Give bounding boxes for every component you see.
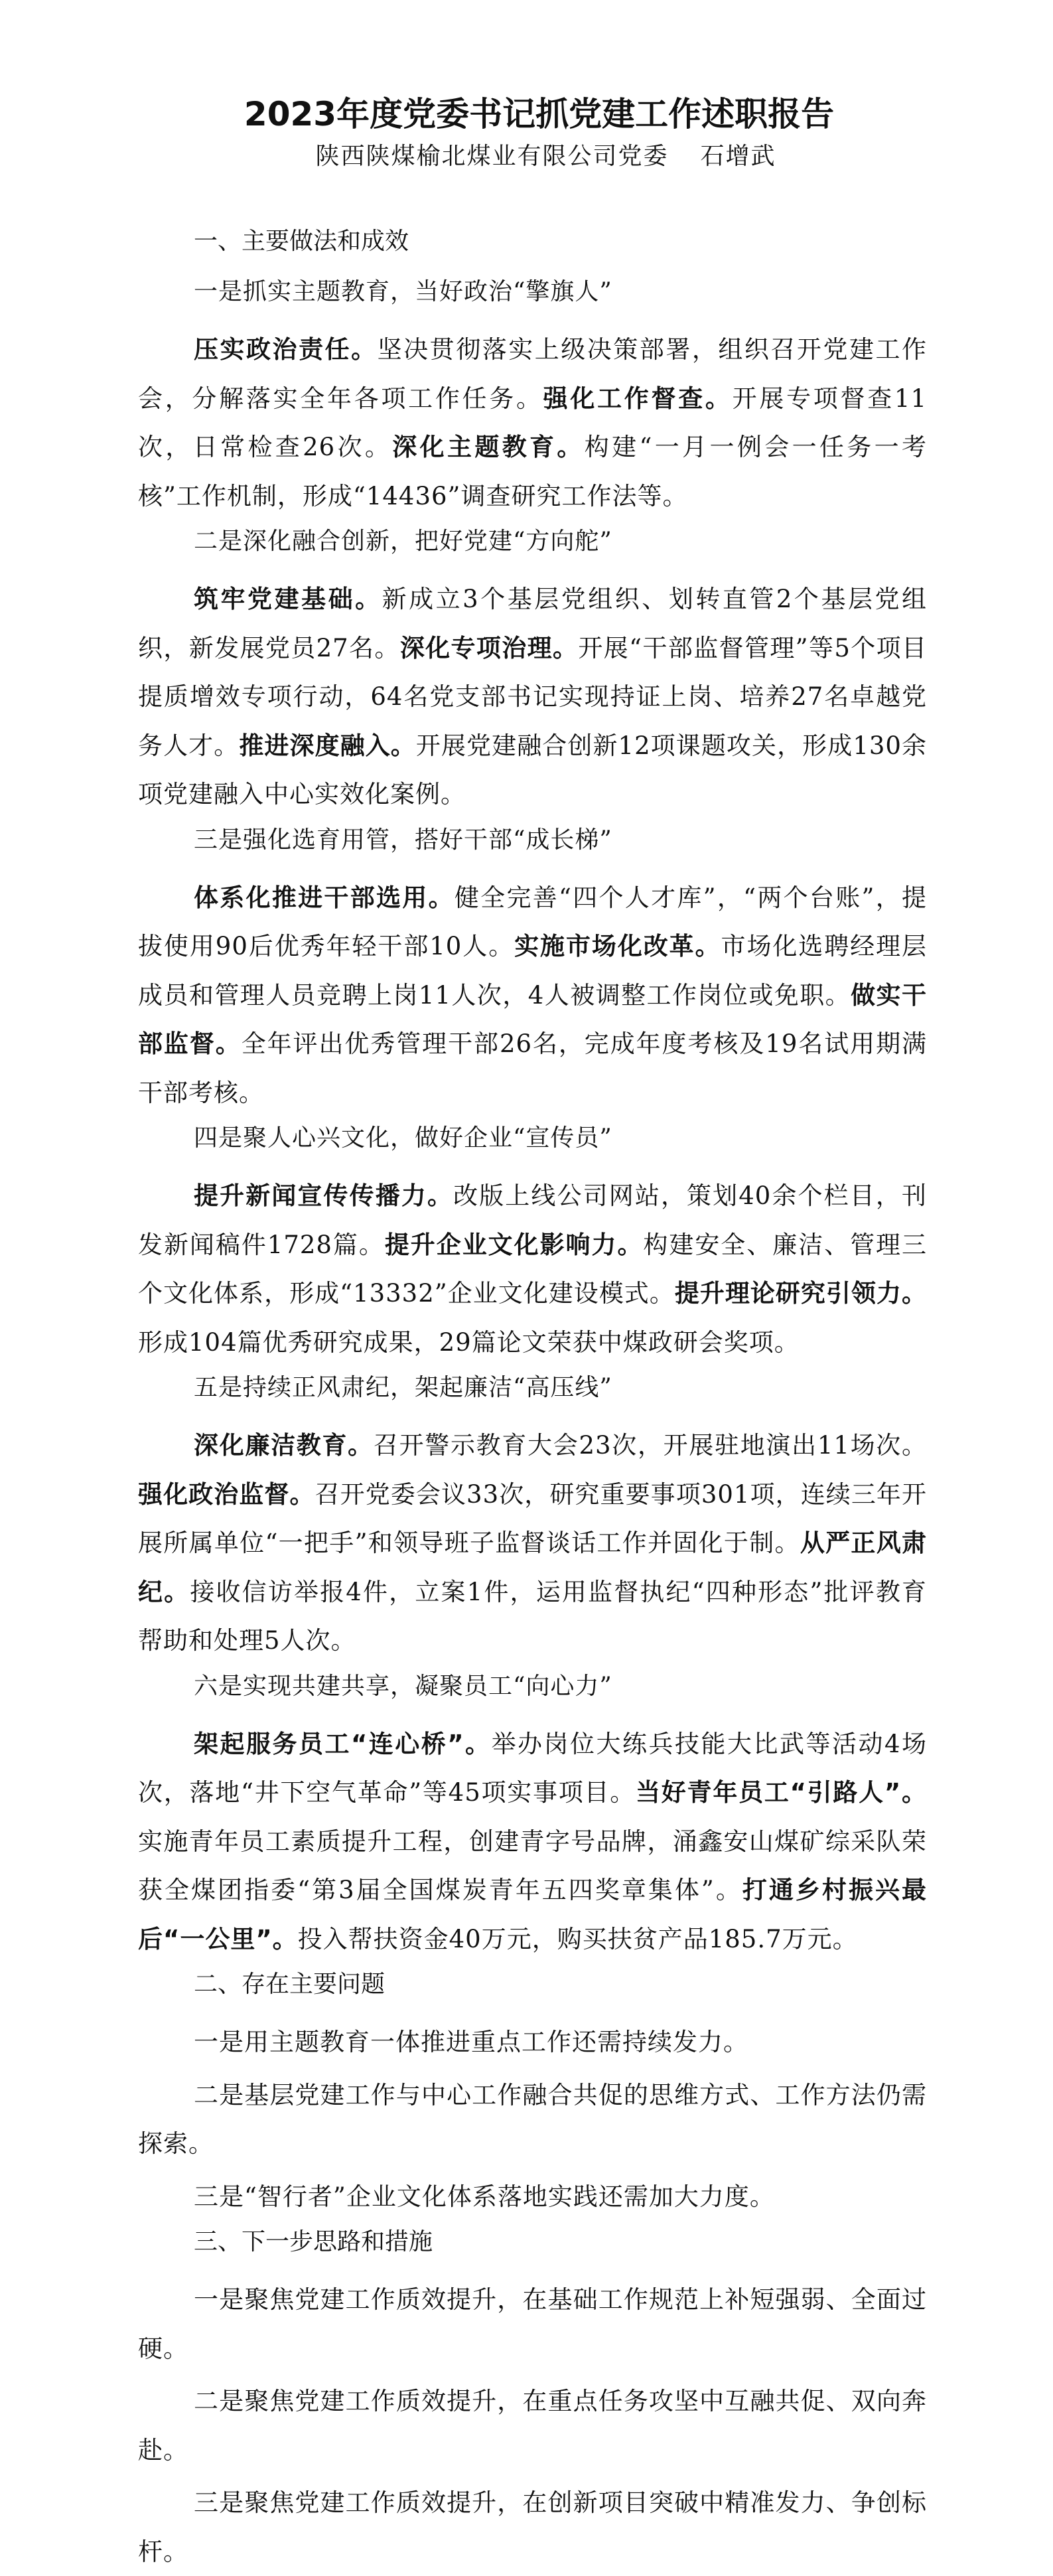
lead-phrase: 深化主题教育。 <box>392 433 585 461</box>
paragraph-1-2 <box>138 575 927 819</box>
body-text: 投入帮扶资金40万元，购买扶贫产品185.7万元。 <box>297 1924 858 1953</box>
section-heading-3: 三、下一步思路和措施 <box>194 2228 433 2255</box>
measure-item-3: 三是聚焦党建工作质效提升，在创新项目突破中精准发力、争创标杆。 <box>138 2488 927 2566</box>
body-text: 举办岗位大练兵技能大比武等活动4场次，落地“井下空气革命”等45项实事项目。 <box>138 1729 927 1807</box>
lead-phrase: 提升理论研究引领力。 <box>674 1279 927 1308</box>
lead-phrase: 提升新闻宣传传播力。 <box>194 1181 454 1210</box>
body-text: 开展“干部监督管理”等5个项目提质增效专项行动，64名党支部书记实现持证上岗、培养27名卓越党务人才。 <box>138 633 928 760</box>
author-line <box>138 138 927 175</box>
problem-item-2: 二是基层党建工作与中心工作融合共促的思维方式、工作方法仍需探索。 <box>138 2080 927 2158</box>
paragraph-1-1 <box>138 325 927 520</box>
subheading-1-6: 六是实现共建共享，凝聚员工“向心力” <box>194 1672 612 1700</box>
subheading-1-3: 三是强化选育用管，搭好干部“成长梯” <box>194 826 612 854</box>
lead-phrase: 架起服务员工“连心桥”。 <box>194 1729 492 1758</box>
lead-phrase: 体系化推进干部选用。 <box>194 883 455 912</box>
lead-phrase: 实施市场化改革。 <box>514 932 721 960</box>
lead-phrase: 强化工作督查。 <box>543 384 733 413</box>
section-heading-2: 二、存在主要问题 <box>194 1971 386 1998</box>
measure-item-2: 二是聚焦党建工作质效提升，在重点任务攻坚中互融共促、双向奔赴。 <box>138 2387 927 2464</box>
lead-phrase: 深化专项治理。 <box>399 633 579 662</box>
body-text: 全年评出优秀管理干部26名，完成年度考核及19名试用期满干部考核。 <box>138 1029 927 1107</box>
lead-phrase: 筑牢党建基础。 <box>194 585 382 613</box>
body-text: 构建安全、廉洁、管理三个文化体系，形成“13332”企业文化建设模式。 <box>138 1230 928 1308</box>
body-text: 形成104篇优秀研究成果，29篇论文荣获中煤政研会奖项。 <box>138 1327 800 1357</box>
lead-phrase: 做实干部监督。 <box>138 980 928 1058</box>
body-text: 接收信访举报4件，立案1件，运用监督执纪“四种形态”批评教育帮助和处理5人次。 <box>138 1577 927 1655</box>
subheading-1-5: 五是持续正风肃纪，架起廉洁“高压线” <box>194 1374 612 1401</box>
author-organization: 陕西陕煤榆北煤业有限公司党委 <box>315 143 669 170</box>
lead-phrase: 打通乡村振兴最后“一公里”。 <box>138 1876 927 1953</box>
body-text: 开展党建融合创新12项课题攻关，形成130余项党建融入中心实效化案例。 <box>138 731 928 808</box>
body-text: 改版上线公司网站，策划40余个栏目，刊发新闻稿件1728篇。 <box>138 1181 927 1259</box>
body-text: 召开警示教育大会23次，开展驻地演出11场次。 <box>373 1431 927 1460</box>
lead-phrase: 当好青年员工“引路人”。 <box>636 1778 927 1807</box>
subheading-1-4: 四是聚人心兴文化，做好企业“宣传员” <box>194 1124 612 1152</box>
problem-item-3: 三是“智行者”企业文化体系落地实践还需加大力度。 <box>194 2182 775 2211</box>
lead-phrase: 提升企业文化影响力。 <box>384 1230 644 1259</box>
body-text: 坚决贯彻落实上级决策部署，组织召开党建工作会，分解落实全年各项工作任务。 <box>138 335 928 413</box>
problem-item-1: 一是用主题教育一体推进重点工作还需持续发力。 <box>194 2028 748 2056</box>
paragraph-1-5 <box>138 1421 927 1665</box>
measure-item-1: 一是聚焦党建工作质效提升，在基础工作规范上补短强弱、全面过硬。 <box>138 2285 927 2363</box>
lead-phrase: 压实政治责任。 <box>194 335 378 364</box>
body-text: 构建“一月一例会一任务一考核”工作机制，形成“14436”调查研究工作法等。 <box>138 433 927 510</box>
author-name: 石增武 <box>700 143 776 170</box>
lead-phrase: 深化廉洁教育。 <box>194 1431 374 1460</box>
lead-phrase: 推进深度融入。 <box>239 731 416 760</box>
body-text: 新成立3个基层党组织、划转直管2个基层党组织，新发展党员27名。 <box>138 585 927 662</box>
paragraph-1-4 <box>138 1172 927 1367</box>
subheading-1-1: 一是抓实主题教育，当好政治“擎旗人” <box>194 278 612 305</box>
body-text: 市场化选聘经理层成员和管理人员竞聘上岗11人次，4人被调整工作岗位或免职。 <box>138 932 928 1010</box>
body-text: 召开党委会议33次，研究重要事项301项，连续三年开展所属单位“一把手”和领导班子监督谈话工作并固化于制。 <box>138 1479 928 1557</box>
subheading-1-2: 二是深化融合创新，把好党建“方向舵” <box>194 528 612 555</box>
section-heading-1: 一、主要做法和成效 <box>194 228 409 255</box>
lead-phrase: 强化政治监督。 <box>138 1479 315 1509</box>
lead-phrase: 从严正风肃纪。 <box>138 1529 927 1606</box>
paragraph-1-3 <box>138 873 927 1118</box>
paragraph-1-6 <box>138 1720 927 1964</box>
body-text: 实施青年员工素质提升工程，创建青字号品牌，涌鑫安山煤矿综采队荣获全煤团指委“第3届全国煤炭青年五四奖章集体”。 <box>138 1827 927 1904</box>
body-text: 健全完善“四个人才库”，“两个台账”，提拔使用90后优秀年轻干部10人。 <box>138 883 927 960</box>
document-title: 2023年度党委书记抓党建工作述职报告 <box>244 95 835 133</box>
body-text: 开展专项督查11次，日常检查26次。 <box>138 384 928 461</box>
